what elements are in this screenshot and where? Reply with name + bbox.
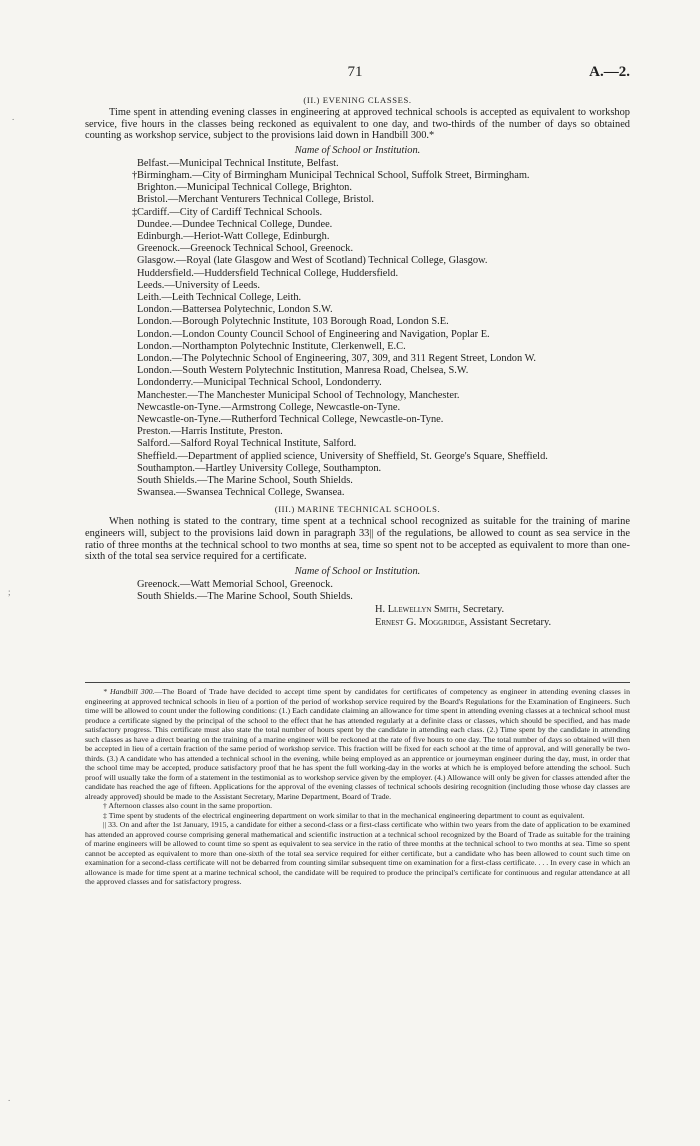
marine-list-heading: Name of School or Institution. bbox=[294, 565, 421, 577]
footnotes bbox=[85, 687, 630, 887]
margin-mark: . bbox=[12, 112, 15, 122]
list-item: Leith.—Leith Technical College, Leith. bbox=[137, 292, 302, 304]
signature-secretary: H. Llewellyn Smith, Secretary. bbox=[375, 604, 505, 616]
list-item: London.—The Polytechnic School of Engineering, 307, 309, and 311 Regent Street, London W. bbox=[137, 353, 537, 365]
evening-list-heading: Name of School or Institution. bbox=[294, 144, 421, 156]
list-item: Swansea.—Swansea Technical College, Swansea. bbox=[137, 487, 345, 499]
list-item: London.—Borough Polytechnic Institute, 103 Borough Road, London S.E. bbox=[137, 316, 449, 328]
list-item: †Birmingham.—City of Birmingham Municipal Technical School, Suffolk Street, Birmingham. bbox=[132, 169, 530, 181]
footnote-double-dagger: ‡ Time spent by students of the electrical engineering department on work similar to that in the mechanical engineering department to count as equivalent. bbox=[103, 810, 585, 820]
margin-mark: ; bbox=[8, 587, 11, 597]
list-item: Bristol.—Merchant Venturers Technical College, Bristol. bbox=[137, 194, 374, 206]
footnote-dagger: † Afternoon classes also count in the same proportion. bbox=[103, 801, 273, 810]
list-item: Huddersfield.—Huddersfield Technical College, Huddersfield. bbox=[137, 267, 399, 279]
page-header bbox=[80, 64, 630, 84]
footnote-handbill: * Handbill 300.—The Board of Trade have decided to accept time spent by candidates for certificates of competency as engineer in attending evening classes in engineering at approved technical schools in lieu of a portion of the period of workshop service required by the Board's Regulations for the Examination of Engineers. Such time will be allowed to count under the following conditions: (1.) Each candidate claiming an allowance for time spent in attending evening classes at a technical school must produce a certificate signed by the principal of the school to the effect that he has attended regularly at a definite class or classes, which should be specified, and has made satisfactory progress. This certificate must also state the total number of hours spent by the candidate in attending each class. (2.) Time spent by the candidate in attending such classes as have a direct bearing on the training of a marine engineer will be reckoned at the rate of five hours to one day. The total number of days so obtained will then be accepted in lieu of a certain fraction of the same period of workshop service. This fraction will be fixed for each school at the time of approval, and will generally be two-thirds. (3.) A candidate who has attended a technical school in the evening, while being employed as an apprentice or journeyman engineer during the day, must, in order that the school time may be accepted, produce satisfactory proof that he has spent the full working-day in the works at which he is employed before attending the school. Such proof will usually take the form of a statement in the testimonial as to workshop service given by the employer. (4.) Allowance will only be given for classes attended after the candidate has reached the age of fifteen. Applications for the approval of the evening classes of technical schools desiring recognition (including those whose day classes are already approved) should be made to the Assistant Secretary, Marine Department, Board of Trade. bbox=[85, 687, 631, 801]
marine-school-list bbox=[85, 579, 630, 603]
list-item: Leeds.—University of Leeds. bbox=[137, 279, 260, 291]
list-item: Londonderry.—Municipal Technical School, Londonderry. bbox=[137, 377, 382, 389]
list-item: Preston.—Harris Institute, Preston. bbox=[137, 426, 283, 438]
list-item: Dundee.—Dundee Technical College, Dundee. bbox=[137, 218, 333, 230]
list-item: London.—Battersea Polytechnic, London S.W. bbox=[137, 304, 333, 316]
list-item: Belfast.—Municipal Technical Institute, Belfast. bbox=[137, 157, 339, 169]
list-item: Sheffield.—Department of applied science, University of Sheffield, St. George's Square, Sheffield. bbox=[137, 450, 548, 462]
list-item: Glasgow.—Royal (late Glasgow and West of Scotland) Technical College, Glasgow. bbox=[137, 255, 488, 267]
list-item: Edinburgh.—Heriot-Watt College, Edinburgh. bbox=[137, 231, 330, 242]
list-item: South Shields.—The Marine School, South Shields. bbox=[137, 591, 353, 603]
list-item: Salford.—Salford Royal Technical Institute, Salford. bbox=[137, 438, 357, 450]
list-item: ‡Cardiff.—City of Cardiff Technical Schools. bbox=[132, 206, 323, 218]
footnote-divider bbox=[85, 682, 630, 683]
footnote-paragraph-33: || 33. On and after the 1st January, 1915, a candidate for either a second-class or a first-class certificate who within two years from the date of application to be examined has attended an approved course comprising general mathematical and scientific instruction at a technical school recognized by the Board of Trade as suitable for the training of marine engineers will be allowed to count time so spent as equivalent to sea service in the ratio of three months at the technical school to two months at sea. Time so spent cannot be accepted as equivalent to more than one-sixth of the total sea service required for either certificate, but a candidate who has been allowed to count such time on examination for a second-class certificate will not be debarred from counting similar subsequent time on examination for a first-class certificate. . . . In every case in which an allowance is made for time spent at a marine technical school, the candidate will be required to produce the principal's certificate for continuous and regular attendance at all the approved classes and for satisfactory progress. bbox=[85, 820, 630, 886]
list-item: London.—Northampton Polytechnic Institute, Clerkenwell, E.C. bbox=[137, 340, 406, 352]
main-content bbox=[85, 93, 630, 629]
evening-paragraph: Time spent in attending evening classes in engineering at approved technical schools is accepted as equivalent to workshop service, five hours in the classes being reckoned as equivalent to one day, and two-thirds of the number of days so obtained counting as workshop service, subject to the provisions laid down in Handbill 300.* bbox=[85, 107, 630, 142]
list-item: London.—South Western Polytechnic Institution, Manresa Road, Chelsea, S.W. bbox=[137, 365, 469, 377]
list-item: Brighton.—Municipal Technical College, Brighton. bbox=[137, 182, 352, 194]
list-item: South Shields.—The Marine School, South Shields. bbox=[137, 475, 353, 487]
evening-school-list bbox=[85, 158, 630, 500]
section-title-evening: (II.) EVENING CLASSES. bbox=[303, 95, 412, 105]
list-item: Greenock.—Watt Memorial School, Greenock. bbox=[137, 578, 333, 590]
list-item: Southampton.—Hartley University College, Southampton. bbox=[137, 462, 382, 474]
list-item: Manchester.—The Manchester Municipal School of Technology, Manchester. bbox=[137, 389, 460, 401]
list-item: Newcastle-on-Tyne.—Rutherford Technical College, Newcastle-on-Tyne. bbox=[137, 414, 444, 426]
section-title-marine: (III.) MARINE TECHNICAL SCHOOLS. bbox=[274, 504, 441, 515]
signature-assistant-secretary: Ernest G. Moggridge, Assistant Secretary. bbox=[375, 616, 552, 628]
page-number: 71 bbox=[347, 64, 363, 80]
list-item: Greenock.—Greenock Technical School, Greenock. bbox=[137, 243, 354, 255]
list-item: Newcastle-on-Tyne.—Armstrong College, Newcastle-on-Tyne. bbox=[137, 401, 401, 413]
margin-mark: . bbox=[8, 1093, 11, 1103]
marine-paragraph: When nothing is stated to the contrary, time spent at a technical school recognized as suitable for the training of marine engineers will, subject to the provisions laid down in paragraph 33|| of the regulations, be allowed to count as sea service in the ratio of three months at the technical school to two months at sea, time so spent not to be accepted as equivalent to more than one-sixth of the total sea service required for a certificate. bbox=[85, 516, 630, 563]
page-reference: A.—2. bbox=[589, 64, 630, 80]
list-item: London.—London County Council School of Engineering and Navigation, Poplar E. bbox=[137, 328, 490, 340]
